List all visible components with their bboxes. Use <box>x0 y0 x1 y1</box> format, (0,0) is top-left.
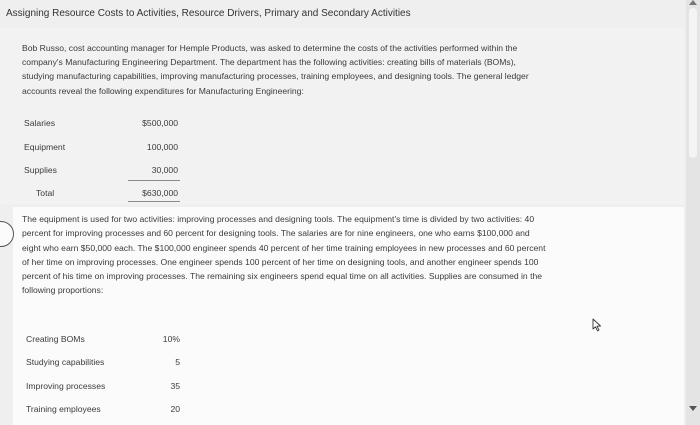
proportion-label: Improving processes <box>26 381 106 391</box>
proportion-label: Training employees <box>26 404 101 414</box>
vertical-scrollbar[interactable] <box>686 0 700 425</box>
scrollbar-thumb[interactable] <box>689 8 697 158</box>
drag-handle-circle[interactable] <box>0 221 14 247</box>
scroll-down-arrow-icon[interactable] <box>689 406 697 411</box>
total-double-rule <box>128 201 180 202</box>
expenditure-amount: $500,000 <box>142 118 178 128</box>
proportion-value: 35 <box>170 381 180 391</box>
total-amount: $630,000 <box>142 188 178 198</box>
intro-line: Bob Russo, cost accounting manager for Hemple Products, was asked to determine the costs of the activities performed within the <box>22 43 518 53</box>
expenditure-label: Salaries <box>24 118 56 128</box>
details-paragraph <box>22 212 677 298</box>
details-line: following proportions: <box>22 285 104 296</box>
details-line: percent of his time on improving processes. The remaining six engineers spend equal time on all activities. Supplies are consumed in the <box>22 271 543 282</box>
expenditure-label: Supplies <box>24 165 57 175</box>
intro-line: accounts reveal the following expenditures for Manufacturing Engineering: <box>22 85 304 96</box>
subtotal-rule <box>128 180 180 181</box>
details-line: eight who earn $50,000 each. The $100,000 engineer spends 40 percent of her time training employees in new processes and 60 percent <box>22 242 546 253</box>
proportion-value: 20 <box>170 404 180 414</box>
proportion-label: Creating BOMs <box>26 334 85 344</box>
mouse-pointer-icon <box>590 318 604 332</box>
intro-line: company's Manufacturing Engineering Department. The department has the following activities: creating bills of materials (BOMs), <box>22 57 516 68</box>
total-label: Total <box>36 188 55 198</box>
scroll-up-arrow-icon[interactable] <box>689 0 697 5</box>
details-line: percent for improving processes and 60 percent for designing tools. The salaries are for nine engineers, one who earns $100,000 and <box>22 228 530 239</box>
intro-paragraph <box>22 41 667 98</box>
details-line: The equipment is used for two activities: improving processes and designing tools. The equipment's time is divided by two activities: 40 <box>22 214 535 224</box>
proportion-label: Studying capabilities <box>26 357 105 367</box>
details-line: of her time on improving processes. One engineer spends 100 percent of her time on designing tools, and another engineer spends 100 <box>22 256 539 267</box>
expenditure-amount: 30,000 <box>151 165 178 175</box>
expenditure-amount: 100,000 <box>146 142 178 152</box>
proportion-value: 10% <box>162 334 180 344</box>
page-title: Assigning Resource Costs to Activities, Resource Drivers, Primary and Secondary Activities <box>6 8 411 19</box>
proportion-value: 5 <box>175 357 180 367</box>
intro-line: studying manufacturing capabilities, improving manufacturing processes, training employees, and designing tools. The general ledger <box>22 71 529 82</box>
expenditure-label: Equipment <box>24 142 66 152</box>
